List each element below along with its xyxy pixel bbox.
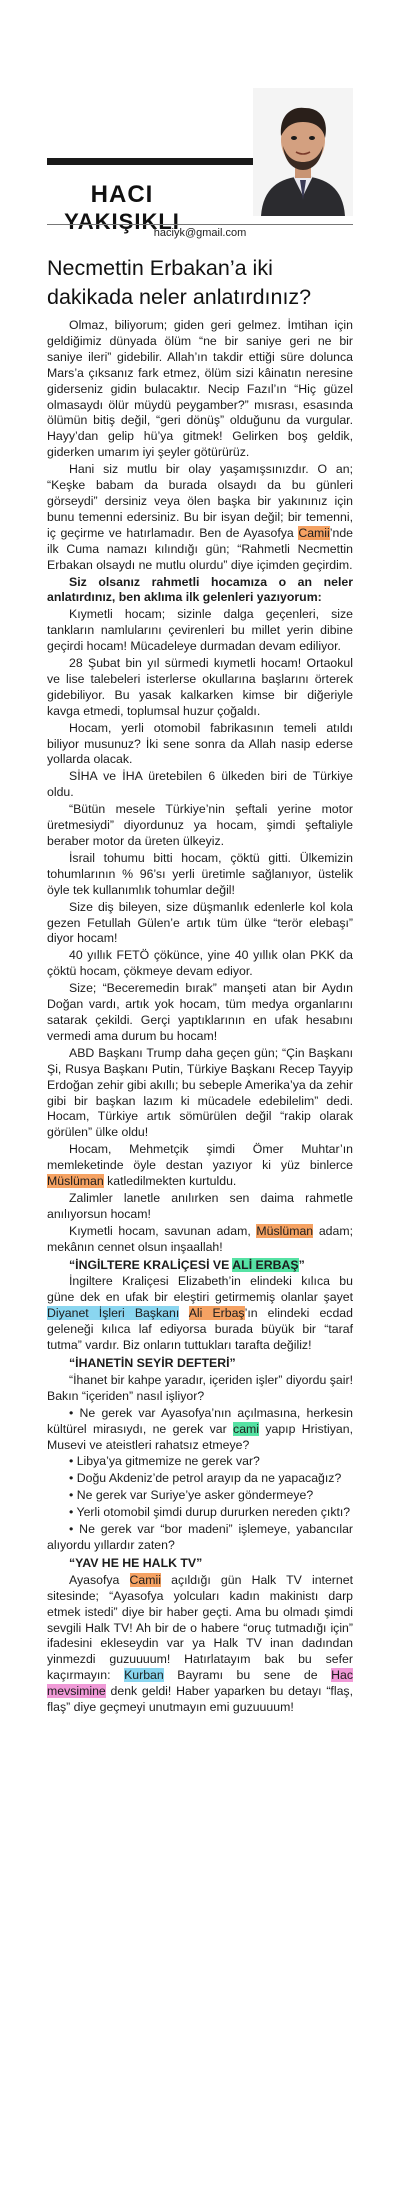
- bullet-item: • Libya’ya gitmemize ne gerek var?: [69, 1454, 260, 1469]
- text-run: Bayramı bu sene de: [163, 1668, 332, 1683]
- author-email: [47, 224, 353, 239]
- bullet-item: [47, 1406, 353, 1454]
- subheading: “YAV HE HE HALK TV”: [69, 1555, 203, 1570]
- paragraph: “Bütün mesele Türkiye’nin şeftali yerine motor üretmesiydi” diyordunuz ya hocam, şimdi şeftaliyle beraber motor da üreten ülkeyiz.: [47, 802, 353, 848]
- article-title: Necmettin Erbakan’a iki dakikada neler anlatırdınız?: [47, 256, 312, 309]
- article-body: [47, 318, 353, 1717]
- text-run: • Ne gerek var Ayasofya’nın açılmasına, herkesin kültürel mirasıydı, ne gerek var: [47, 1405, 353, 1436]
- text-run: adam; mekânın cennet olsun inşaallah!: [47, 1223, 354, 1254]
- text-run: denk geldi! Haber yaparken bu detayı “flaş, flaş” diye geçmeyi unutmayın emi guzuuuum!: [47, 1684, 353, 1715]
- text-run: ”: [298, 1257, 305, 1272]
- bullet-item: • Ne gerek var “bor madeni” işlemeye, yabancılar alıyordu yıllardır zaten?: [47, 1522, 353, 1552]
- highlight-ali-erbas: ALİ ERBAŞ: [232, 1257, 299, 1272]
- bullet-item: • Ne gerek var Suriye’ye asker göndermeye?: [69, 1488, 314, 1503]
- text-run: açıldığı gün Halk TV internet sitesinde; “Ayasofya yolcuları kadın makinistı darp etmek istedi” diye bir haber geçti. Ama bu olmadı şimdi sevgili Halk TV! Ah bir de o habere “oruç tutmadığı için” ifadesini ekleseydin var ya Halk TV inan dadından yinmezdi guzuuuum! Hatırlatayım bak bu sefer kaçırmayın:: [47, 1572, 353, 1683]
- author-name-line2: YAKIŞIKLI: [64, 209, 180, 234]
- bullet-item: • Yerli otomobil şimdi durup dururken nereden çıktı?: [69, 1505, 351, 1520]
- subheading: “İHANETİN SEYİR DEFTERİ”: [69, 1356, 236, 1370]
- highlight-camii: Camii: [298, 525, 330, 540]
- text-run: Ayasofya: [69, 1572, 130, 1587]
- paragraph: [47, 1142, 353, 1190]
- paragraph: 28 Şubat bin yıl sürmedi kıymetli hocam! Ortaokul ve lise talebeleri isterlerse okullarına başlarını örterek gidebiliyor. Bu yasak kalkarken kimse bir diğeriyle kavga etmedi, toplumsal huzur çoğaldı.: [47, 656, 353, 718]
- text-run: katledilmekten kurtuldu.: [103, 1174, 237, 1189]
- paragraph: Hocam, yerli otomobil fabrikasının temeli atıldı biliyor musunuz? İki sene sonra da Allah nasip ederse yollarda olacak.: [47, 720, 353, 767]
- paragraph: Size diş bileyen, size düşmanlık edenlerle kol kola gezen Fetullah Gülen’e artık tüm ülke “terör elebaşı” diyor hocam!: [47, 899, 353, 946]
- highlight-cami: cami: [233, 1421, 260, 1436]
- text-run: ’ın elindeki ecdad geleneği kılıca laf ediyorsa burada büyük bir “taraf tutma” vardır. Biz onların tuttukları tarafta değiliz!: [47, 1306, 353, 1353]
- paragraph: Zalimler lanetle anılırken sen daima rahmetle anılıyorsun hocam!: [47, 1190, 353, 1221]
- text-run: yapıp Hristiyan, Musevi ve ateistleri rahatsız etmeye?: [47, 1421, 353, 1452]
- highlight-musluman: Müslüman: [47, 1174, 104, 1189]
- paragraph: Size; “Beceremedin bırak” manşeti atan bir Aydın Doğan vardı, artık yok hocam, tüm medya organlarını satarak çekildi. Gerçi yaptıklarının en ufak hesabını vermedi ama durum bu hocam!: [47, 981, 353, 1043]
- text-run: “İNGİLTERE KRALİÇESİ VE: [69, 1257, 233, 1272]
- text-run: Kıymetli hocam, savunan adam,: [69, 1223, 257, 1238]
- text-run: ’nde ilk Cuma namazı kılındığı gün; “Rahmetli Necmettin Erbakan olsaydı ne mutlu olurdu” diye içimden geçirdim.: [47, 525, 353, 572]
- bullet-item: • Doğu Akdeniz’de petrol arayıp da ne yapacağız?: [69, 1471, 342, 1486]
- paragraph: 40 yıllık FETÖ çökünce, yine 40 yıllık olan PKK da çöktü hocam, çökmeye devam ediyor.: [47, 948, 353, 979]
- paragraph: [47, 462, 353, 573]
- paragraph: “İhanet bir kahpe yaradır, içeriden işler” diyordu şair! Bakın “içeriden” nasıl işliyor?: [47, 1372, 353, 1403]
- text-run: İngiltere Kraliçesi Elizabeth’in elindeki kılıca bu güne dek en ufak bir eleştiri getirmemiş olanlar şayet: [47, 1274, 353, 1305]
- paragraph: [47, 1224, 353, 1256]
- text-run: Hocam, Mehmetçik şimdi Ömer Muhtar’ın memleketinde öyle destan yazıyor ki yüz binlerce: [47, 1142, 353, 1173]
- highlight-camii: Camii: [129, 1572, 161, 1587]
- author-email-text: haciyk@gmail.com: [153, 227, 247, 239]
- paragraph: [47, 1573, 353, 1716]
- author-photo: [253, 88, 353, 216]
- paragraph: Olmaz, biliyorum; giden geri gelmez. İmtihan için geldiğimiz dünyada ölüm “ne bir saniye geri ne bir saniye ileri” gidebilir. Allah’ın takdir ettiği süre dolunca Mars’a çıksanız fark etmez, ölüm sizi kâinatın neresine giderseniz gidin bulacaktır. Necip Fazıl’ın “Hiç güzel olmasaydı ölür müydü peygamber?” mısrası, esasında ölümün bitiş değil, “geri dönüş” olduğunu da vurgular. Hayy’dan gelip hü’ya gitmek! Gelirken boş geldik, giderken umarım iyi şeyler götürürüz.: [47, 318, 353, 460]
- text-run: Hani siz mutlu bir olay yaşamışsınızdır. O an; “Keşke babam da burada olsaydı da bu günleri görseydi” dersiniz veya ölen başka bir yakınınız için bunu temenni edersiniz. Bu bir isyan değil; bir temenni, iç geçirme ve hatırlamadır. Ben de Ayasofya: [47, 462, 353, 540]
- paragraph: İsrail tohumu bitti hocam, çöktü gitti. Ülkemizin tohumlarının % 96’sı yerli üretimle sağlanıyor, üstelik öyle tek kullanımlık tohumlar değil!: [47, 850, 353, 897]
- highlight-ali-erbas: Ali Erbaş: [188, 1306, 245, 1321]
- paragraph: SİHA ve İHA üretebilen 6 ülkeden biri de Türkiye oldu.: [47, 769, 353, 800]
- lead-paragraph: Siz olsanız rahmetli hocamıza o an neler anlatırdınız, ben aklıma ilk gelenleri yazıyorum:: [47, 574, 353, 605]
- highlight-kurban: Kurban: [124, 1668, 164, 1683]
- author-name-line1: HACI: [90, 181, 154, 208]
- subheading: [47, 1258, 353, 1274]
- paragraph: ABD Başkanı Trump daha geçen gün; “Çin Başkanı Şi, Rusya Başkanı Putin, Türkiye Başkanı Recep Tayyip Erdoğan zehir gibi akıllı; bu sebeple Amerika’ya da zehir gibi bir başkan lazım ki mücadele edebilelim” dedi. Hocam, Türkiye artık sömürülen değil “rakip olarak görülen” ülke oldu!: [47, 1045, 353, 1140]
- author-portrait-illustration: [253, 88, 353, 216]
- text-run: [179, 1306, 188, 1320]
- highlight-hac-mevsimi: Hac mevsimine: [47, 1668, 354, 1699]
- paragraph: [47, 1274, 353, 1354]
- highlight-musluman: Müslüman: [256, 1223, 314, 1238]
- paragraph: Kıymetli hocam; sizinle dalga geçenleri, size tankların namlularını çevirenleri bu millet yerin dibine geçirdi hocam! Mücadeleye durmadan devam ediliyor.: [47, 607, 353, 654]
- highlight-diyanet: Diyanet İşleri Başkanı: [47, 1306, 180, 1321]
